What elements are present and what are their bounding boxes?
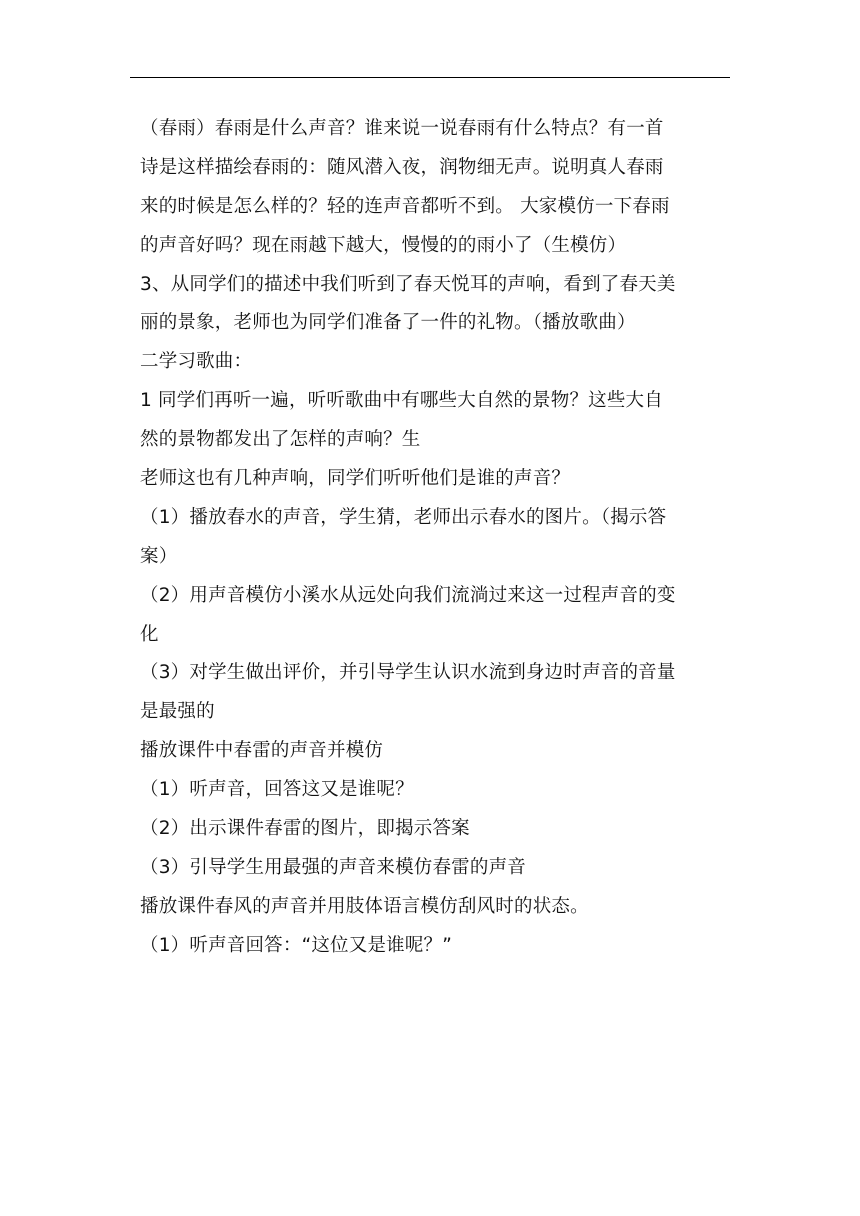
text-line: 案）: [140, 545, 178, 567]
text-line: （1）播放春水的声音，学生猜，老师出示春水的图片。（揭示答: [140, 506, 667, 528]
document-body: [140, 110, 740, 966]
text-line: 诗是这样描绘春雨的：随风潜入夜，润物细无声。说明真人春雨: [140, 156, 664, 178]
text-line: 来的时候是怎么样的？轻的连声音都听不到。 大家模仿一下春雨: [140, 195, 670, 217]
text-line: （春雨）春雨是什么声音？谁来说一说春雨有什么特点？有一首: [140, 118, 664, 139]
text-line: （3）对学生做出评价，并引导学生认识水流到身边时声音的音量: [140, 662, 676, 684]
text-line: 3、从同学们的描述中我们听到了春天悦耳的声响，看到了春天美: [140, 273, 676, 295]
text-line: （3）引导学生用最强的声音来模仿春雷的声音: [140, 856, 526, 878]
text-line: 播放课件中春雷的声音并模仿: [140, 740, 384, 762]
text-line: （1）听声音，回答这又是谁呢？: [140, 779, 414, 801]
text-line: 是最强的: [140, 701, 215, 723]
text-line: （2）用声音模仿小溪水从远处向我们流淌过来这一过程声音的变: [140, 584, 676, 606]
section-heading: 二学习歌曲：: [140, 351, 253, 373]
text-line: 播放课件春风的声音并用肢体语言模仿刮风时的状态。: [140, 895, 589, 917]
text-line: 丽的景象，老师也为同学们准备了一件的礼物。（播放歌曲）: [140, 312, 636, 334]
text-line: 然的景物都发出了怎样的声响？生: [140, 429, 421, 451]
header-rule: [130, 77, 730, 78]
text-line: 老师这也有几种声响，同学们听听他们是谁的声音？: [140, 468, 571, 490]
text-line: 化: [140, 623, 159, 645]
text-line: （2）出示课件春雷的图片，即揭示答案: [140, 818, 470, 840]
text-line: （1）听声音回答：“这位又是谁呢？”: [140, 934, 453, 956]
text-line: 的声音好吗？现在雨越下越大，慢慢的的雨小了（生模仿）: [140, 234, 627, 256]
text-line: 1 同学们再听一遍，听听歌曲中有哪些大自然的景物？这些大自: [140, 390, 663, 412]
